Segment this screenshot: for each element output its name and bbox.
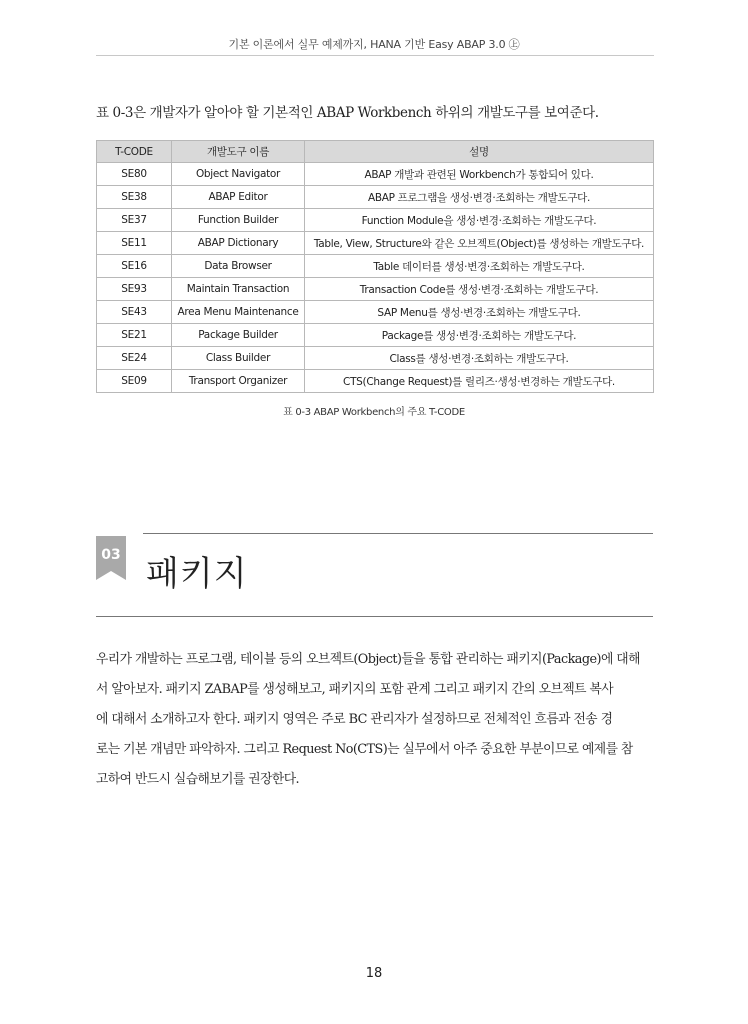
body-paragraph-line: 로는 기본 개념만 파악하자. 그리고 Request No(CTS)는 실무에서 아주 중요한 부분이므로 예제를 참	[96, 742, 633, 757]
body-paragraph-line: 우리가 개발하는 프로그램, 테이블 등의 오브젝트(Object)들을 통합 관리하는 패키지(Package)에 대해	[96, 652, 640, 667]
body-paragraph-line: 서 알아보자. 패키지 ZABAP를 생성해보고, 패키지의 포함 관계 그리고 패키지 간의 오브젝트 복사	[96, 682, 614, 697]
section-top-rule	[143, 533, 653, 534]
tcode-cell: SE93	[97, 278, 172, 301]
description-cell: Table, View, Structure와 같은 오브젝트(Object)를 생성하는 개발도구다.	[305, 232, 654, 255]
table-row	[97, 347, 654, 370]
description-cell: Function Module을 생성·변경·조회하는 개발도구다.	[305, 209, 654, 232]
table-header-row	[97, 141, 654, 163]
description-cell: Package를 생성·변경·조회하는 개발도구다.	[305, 324, 654, 347]
tcode-table	[96, 140, 654, 393]
tcode-cell: SE38	[97, 186, 172, 209]
tcode-cell: SE80	[97, 163, 172, 186]
page-number: 18	[365, 966, 383, 981]
table-caption: 표 0-3 ABAP Workbench의 주요 T-CODE	[283, 407, 465, 418]
description-cell: ABAP 프로그램을 생성·변경·조회하는 개발도구다.	[305, 186, 654, 209]
tool-name-cell: Data Browser	[172, 255, 305, 278]
tool-name-cell: ABAP Editor	[172, 186, 305, 209]
running-header: 기본 이론에서 실무 예제까지, HANA 기반 Easy ABAP 3.0 ㊤	[228, 38, 520, 51]
column-header-tcode: T-CODE	[97, 141, 172, 163]
table-row	[97, 232, 654, 255]
section-number: 03	[101, 547, 121, 563]
tool-name-cell: Function Builder	[172, 209, 305, 232]
column-header-tool-name: 개발도구 이름	[172, 141, 305, 163]
tool-name-cell: Area Menu Maintenance	[172, 301, 305, 324]
body-paragraph-line: 에 대해서 소개하고자 한다. 패키지 영역은 주로 BC 관리자가 설정하므로 전체적인 흐름과 전송 경	[96, 712, 613, 727]
section-title: 패키지	[146, 554, 248, 594]
tcode-cell: SE09	[97, 370, 172, 393]
table-row	[97, 186, 654, 209]
tcode-cell: SE11	[97, 232, 172, 255]
description-cell: CTS(Change Request)를 릴리즈·생성·변경하는 개발도구다.	[305, 370, 654, 393]
description-cell: Class를 생성·변경·조회하는 개발도구다.	[305, 347, 654, 370]
tool-name-cell: Class Builder	[172, 347, 305, 370]
body-paragraph-line: 고하여 반드시 실습해보기를 권장한다.	[96, 772, 300, 787]
section-number-badge	[96, 536, 126, 580]
table-row	[97, 255, 654, 278]
tcode-cell: SE43	[97, 301, 172, 324]
table-row	[97, 163, 654, 186]
section-bottom-rule	[96, 616, 653, 617]
tool-name-cell: Transport Organizer	[172, 370, 305, 393]
intro-paragraph: 표 0-3은 개발자가 알아야 할 기본적인 ABAP Workbench 하위의 개발도구를 보여준다.	[96, 105, 599, 121]
tool-name-cell: ABAP Dictionary	[172, 232, 305, 255]
table-row	[97, 370, 654, 393]
tool-name-cell: Maintain Transaction	[172, 278, 305, 301]
description-cell: Transaction Code를 생성·변경·조회하는 개발도구다.	[305, 278, 654, 301]
column-header-description: 설명	[305, 141, 654, 163]
tcode-cell: SE16	[97, 255, 172, 278]
tcode-cell: SE37	[97, 209, 172, 232]
header-divider	[96, 55, 654, 56]
description-cell: ABAP 개발과 관련된 Workbench가 통합되어 있다.	[305, 163, 654, 186]
tcode-cell: SE24	[97, 347, 172, 370]
table-row	[97, 278, 654, 301]
table-row	[97, 209, 654, 232]
tcode-cell: SE21	[97, 324, 172, 347]
description-cell: SAP Menu를 생성·변경·조회하는 개발도구다.	[305, 301, 654, 324]
table-row	[97, 301, 654, 324]
tool-name-cell: Object Navigator	[172, 163, 305, 186]
description-cell: Table 데이터를 생성·변경·조회하는 개발도구다.	[305, 255, 654, 278]
tool-name-cell: Package Builder	[172, 324, 305, 347]
table-row	[97, 324, 654, 347]
